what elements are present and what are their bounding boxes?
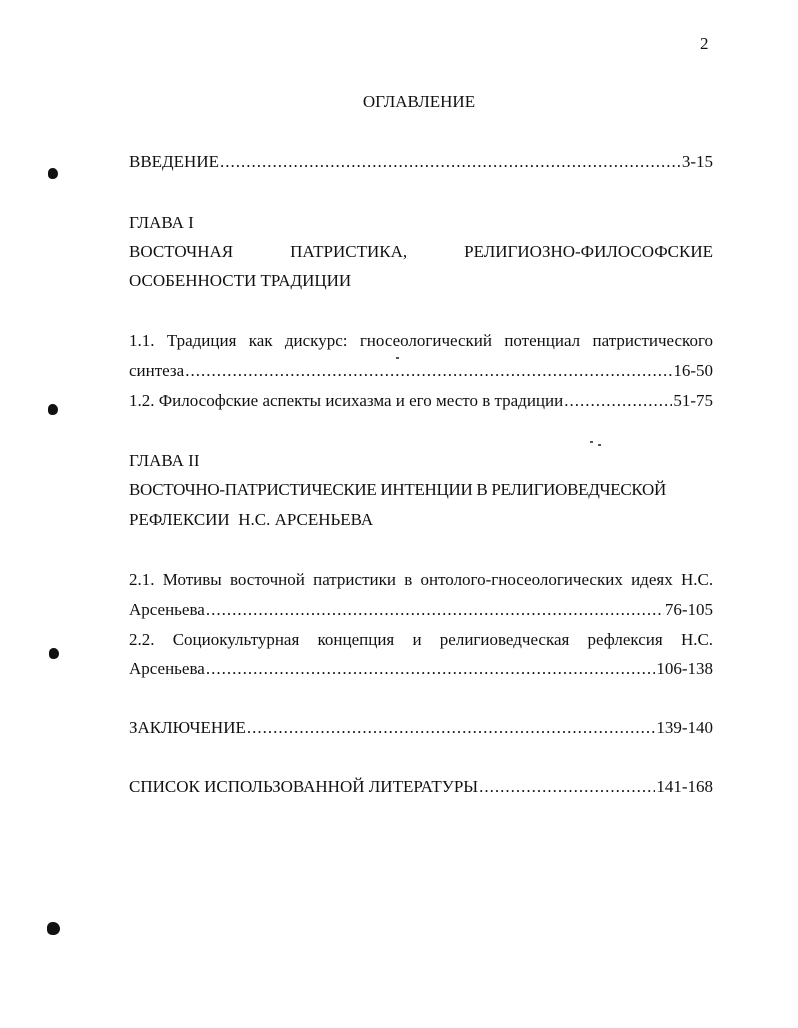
- toc-word: и: [412, 630, 422, 649]
- toc-word: патристики: [313, 570, 396, 589]
- toc-word: концепция: [317, 630, 395, 649]
- toc-entry-1-1-line-2: [129, 361, 713, 381]
- toc-entry-bibliography: [129, 777, 713, 797]
- toc-entry-2-2-line-1: [129, 630, 713, 650]
- toc-entry-pages: 106-138: [656, 659, 713, 678]
- toc-word: патристического: [592, 331, 714, 350]
- toc-entry-1-2: [129, 391, 713, 411]
- binder-hole-mark: [49, 648, 59, 659]
- toc-word: в: [404, 570, 413, 589]
- toc-word: как: [248, 331, 273, 350]
- toc-entry-pages: 141-168: [656, 777, 713, 796]
- toc-entry-intro: [129, 152, 713, 172]
- chapter-1-title-word: РЕЛИГИОЗНО-ФИЛОСОФСКИЕ: [464, 242, 713, 261]
- toc-word: Н.С.: [680, 630, 714, 649]
- toc-entry-2-1-line-2: [129, 600, 713, 620]
- scan-speck: [396, 357, 399, 359]
- toc-word: рефлексия: [587, 630, 663, 649]
- chapter-1-title-word: ПАТРИСТИКА,: [290, 242, 408, 261]
- toc-entry-1-1-line-1: [129, 331, 713, 351]
- page-title: ОГЛАВЛЕНИЕ: [362, 92, 476, 111]
- dot-leader: [185, 361, 672, 381]
- toc-entry-label: 1.2. Философские аспекты исихазма и его место в традиции: [129, 391, 564, 410]
- binder-hole-mark: [48, 168, 58, 179]
- toc-entry-pages: 51-75: [673, 391, 713, 410]
- toc-entry-label: ВВЕДЕНИЕ: [129, 152, 219, 171]
- toc-word: 2.1.: [129, 570, 155, 589]
- toc-word: Традиция: [166, 331, 237, 350]
- toc-entry-label: Арсеньева: [129, 659, 205, 678]
- toc-word: онтолого-гносеологических: [420, 570, 623, 589]
- toc-entry-conclusion: [129, 718, 713, 738]
- binder-hole-mark: [48, 404, 58, 415]
- binder-hole-mark: [47, 922, 60, 935]
- scan-speck: [590, 441, 593, 443]
- toc-entry-pages: 16-50: [673, 361, 713, 380]
- toc-word: Н.С.: [680, 570, 714, 589]
- chapter-1-title-word: ВОСТОЧНАЯ: [129, 242, 234, 261]
- dot-leader: [247, 718, 655, 738]
- toc-word: гносеологический: [359, 331, 492, 350]
- chapter-1-title-line-1: [129, 242, 713, 262]
- chapter-1-title-line-2: ОСОБЕННОСТИ ТРАДИЦИИ: [129, 271, 352, 290]
- toc-word: идеях: [631, 570, 673, 589]
- chapter-2-title-line-1: ВОСТОЧНО-ПАТРИСТИЧЕСКИЕ ИНТЕНЦИИ В РЕЛИГИОВЕДЧЕСКОЙ: [129, 480, 666, 499]
- dot-leader: [206, 600, 664, 620]
- toc-word: потенциал: [504, 331, 581, 350]
- toc-entry-label: ЗАКЛЮЧЕНИЕ: [129, 718, 246, 737]
- toc-word: восточной: [229, 570, 305, 589]
- toc-entry-label: Арсеньева: [129, 600, 205, 619]
- toc-word: Мотивы: [162, 570, 222, 589]
- toc-word: 1.1.: [129, 331, 155, 350]
- toc-word: Социокультурная: [172, 630, 300, 649]
- toc-entry-2-2-line-2: [129, 659, 713, 679]
- dot-leader: [220, 152, 681, 172]
- toc-word: 2.2.: [129, 630, 155, 649]
- toc-entry-2-1-line-1: [129, 570, 713, 590]
- dot-leader: [564, 391, 672, 411]
- toc-word: религиоведческая: [439, 630, 570, 649]
- toc-entry-pages: 76-105: [664, 600, 713, 619]
- chapter-1-label: ГЛАВА I: [129, 213, 194, 232]
- scan-speck: [598, 444, 601, 446]
- chapter-2-title-line-2: РЕФЛЕКСИИ Н.С. АРСЕНЬЕВА: [129, 510, 374, 529]
- toc-entry-label: синтеза: [129, 361, 185, 380]
- toc-entry-pages: 3-15: [681, 152, 713, 171]
- page-number: 2: [700, 34, 709, 53]
- toc-entry-pages: 139-140: [656, 718, 713, 737]
- dot-leader: [206, 659, 656, 679]
- dot-leader: [479, 777, 655, 797]
- chapter-2-label: ГЛАВА II: [129, 451, 200, 470]
- toc-entry-label: СПИСОК ИСПОЛЬЗОВАННОЙ ЛИТЕРАТУРЫ: [129, 777, 479, 796]
- toc-word: дискурс:: [284, 331, 348, 350]
